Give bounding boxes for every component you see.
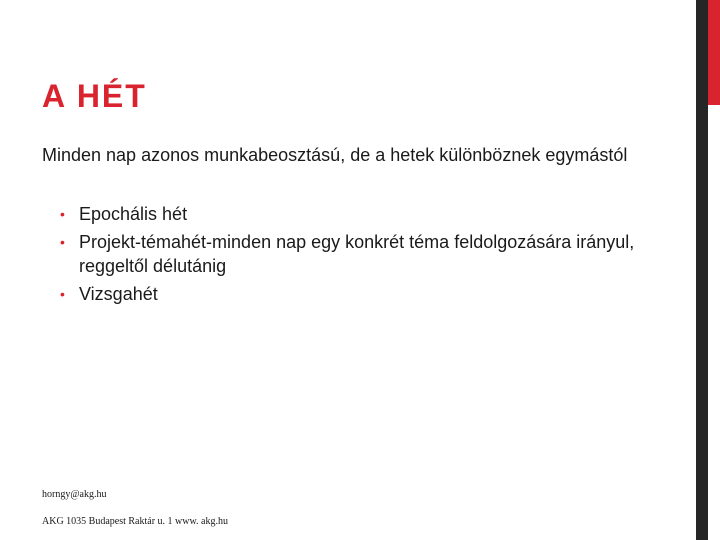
slide-title: A HÉT [42,78,147,114]
right-dark-bar [696,0,708,540]
bullet-dot-icon: • [60,234,65,250]
bullet-text: Vizsgahét [79,284,158,304]
right-accent-bar [708,0,720,105]
right-light-bar [708,105,720,540]
footer-address: AKG 1035 Budapest Raktár u. 1 www. akg.hu [42,516,228,527]
bullet-item [60,202,680,226]
footer-email: horngy@akg.hu [42,489,107,500]
bullet-item [60,230,680,278]
bullet-dot-icon: • [60,286,65,302]
bullet-text: Projekt-témahét-minden nap egy konkrét téma feldolgozására irányul, reggeltől délutánig [79,232,635,276]
bullet-dot-icon: • [60,206,65,222]
bullet-list [60,202,680,310]
bullet-item [60,282,680,306]
intro-text: Minden nap azonos munkabeosztású, de a hetek különböznek egymástól [42,145,628,165]
bullet-text: Epochális hét [79,204,188,224]
